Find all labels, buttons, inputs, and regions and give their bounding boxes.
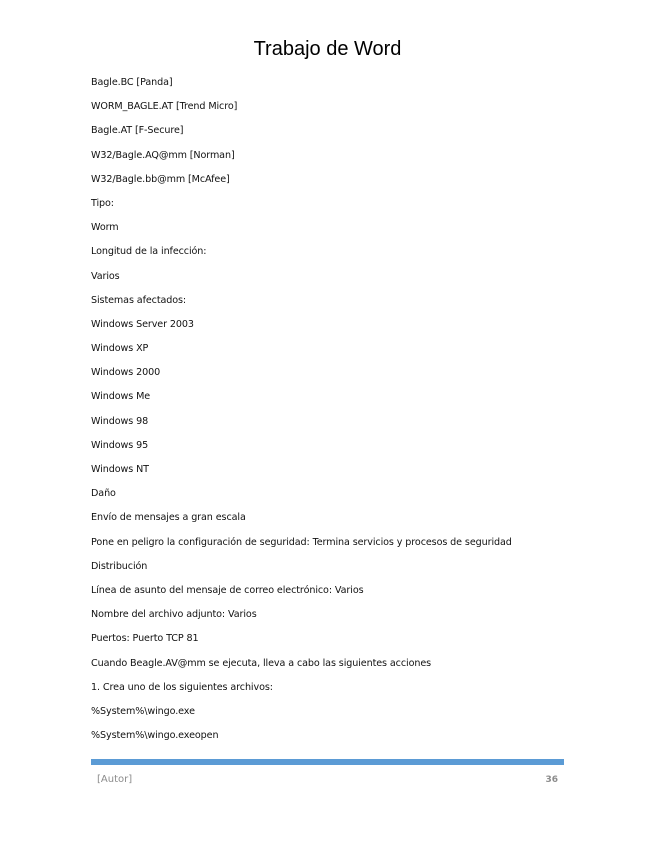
body-line: 1. Crea uno de los siguientes archivos:	[91, 681, 273, 693]
document-body	[91, 72, 571, 749]
body-line: Sistemas afectados:	[91, 294, 187, 306]
body-line: Nombre del archivo adjunto: Varios	[91, 609, 257, 621]
body-line: Windows XP	[91, 343, 149, 355]
body-line: Worm	[91, 222, 119, 234]
footer-rule	[91, 759, 564, 765]
body-line: Puertos: Puerto TCP 81	[91, 633, 199, 645]
body-line: Pone en peligro la configuración de seguridad: Termina servicios y procesos de seguridad	[91, 536, 512, 548]
body-line: Bagle.AT [F-Secure]	[91, 125, 184, 137]
body-line: Windows NT	[91, 464, 149, 475]
body-line: Longitud de la infección:	[91, 246, 207, 258]
body-line: Windows Server 2003	[91, 318, 194, 330]
footer-author: [Autor]	[97, 774, 133, 785]
body-line: Envío de mensajes a gran escala	[91, 512, 246, 524]
body-line: Bagle.BC [Panda]	[91, 77, 173, 88]
body-line: Windows 2000	[91, 367, 161, 379]
body-line: Tipo:	[91, 197, 114, 209]
body-line: Windows Me	[91, 391, 151, 403]
body-line: Línea de asunto del mensaje de correo electrónico: Varios	[91, 584, 364, 596]
body-line: Daño	[91, 488, 116, 500]
page-title: Trabajo de Word	[253, 38, 402, 60]
page-number: 36	[545, 775, 558, 785]
body-line: %System%\wingo.exe	[91, 705, 195, 717]
body-line: %System%\wingo.exeopen	[91, 730, 219, 742]
body-line: Windows 98	[91, 415, 149, 427]
body-line: W32/Bagle.AQ@mm [Norman]	[91, 149, 235, 161]
body-line: Windows 95	[91, 439, 149, 451]
body-line: Distribución	[91, 560, 148, 572]
body-line: Cuando Beagle.AV@mm se ejecuta, lleva a cabo las siguientes acciones	[91, 657, 432, 669]
body-line: Varios	[91, 270, 120, 282]
body-line: W32/Bagle.bb@mm [McAfee]	[91, 173, 230, 185]
body-line: WORM_BAGLE.AT [Trend Micro]	[91, 101, 238, 113]
